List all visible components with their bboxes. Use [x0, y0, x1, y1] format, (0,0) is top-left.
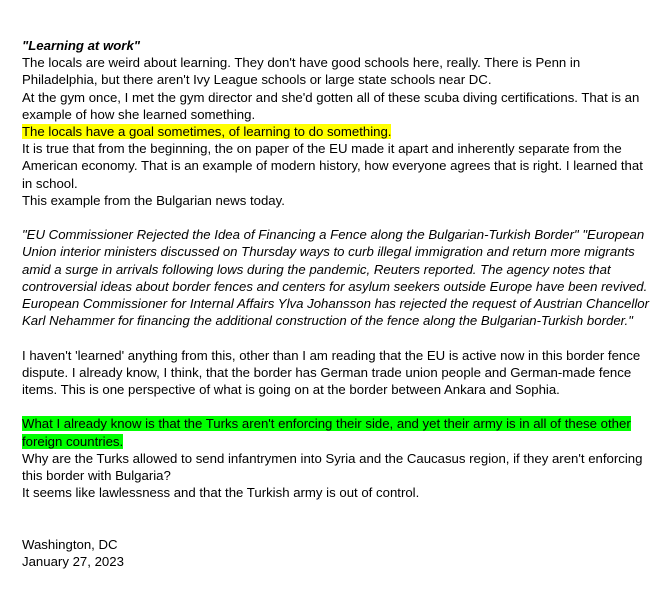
- paragraph-learned: I haven't 'learned' anything from this, other than I am reading that the EU is active now in this border fence dispute. I already know, I think, that the border has German trade union people and German-made fence items. This is one perspective of what is going on at the border between Ankara and Sophia.: [22, 347, 641, 398]
- document-title: "Learning at work": [22, 38, 141, 53]
- paragraph-bulgarian-news: This example from the Bulgarian news today.: [22, 192, 285, 208]
- signature-date: January 27, 2023: [22, 554, 124, 570]
- highlight-green-text: What I already know is that the Turks aren't enforcing their side, and yet their army is in all of these other foreign countries.: [22, 416, 631, 449]
- paragraph-lawlessness: It seems like lawlessness and that the Turkish army is out of control.: [22, 485, 420, 501]
- paragraph-eu-history: It is true that from the beginning, the on paper of the EU made it apart and inherently separate from the American economy. That is an example of modern history, how everyone agrees that is right. I learned that in school.: [22, 141, 643, 191]
- paragraph-spacer: [22, 501, 652, 518]
- paragraph-schools: The locals are weird about learning. They don't have good schools here, really. There is Penn in Philadelphia, but there aren't Ivy League schools or large state schools near DC.: [22, 55, 581, 88]
- paragraph-spacer: [22, 329, 652, 346]
- paragraph-spacer: [22, 209, 652, 226]
- document-body: [22, 37, 652, 570]
- paragraph-highlight-green: [22, 415, 652, 449]
- news-quote: "EU Commissioner Rejected the Idea of Financing a Fence along the Bulgarian-Turkish Border" "European Union interior ministers discussed on Thursday ways to curb illegal immigration and return more migrants amid a surge in arrivals following lows during the pandemic, Reuters reported. The agency notes that controversial ideas about border fences and centers for asylum seekers outside Europe have been revived. European Commissioner for Internal Affairs Ylva Johansson has rejected the request of Austrian Chancellor Karl Nehammer for financing the additional construction of the fence along the Bulgarian-Turkish border.": [22, 227, 649, 329]
- paragraph-infantrymen: Why are the Turks allowed to send infantrymen into Syria and the Caucasus region, if they aren't enforcing this border with Bulgaria?: [22, 450, 643, 484]
- signature-location: Washington, DC: [22, 536, 118, 552]
- paragraph-spacer: [22, 398, 652, 415]
- paragraph-highlight-yellow: [22, 123, 652, 140]
- paragraph-gym: At the gym once, I met the gym director and she'd gotten all of these scuba diving certifications. That is an example of how she learned something.: [22, 89, 640, 122]
- paragraph-spacer: [22, 519, 652, 536]
- highlight-yellow-text: The locals have a goal sometimes, of learning to do something.: [22, 124, 392, 140]
